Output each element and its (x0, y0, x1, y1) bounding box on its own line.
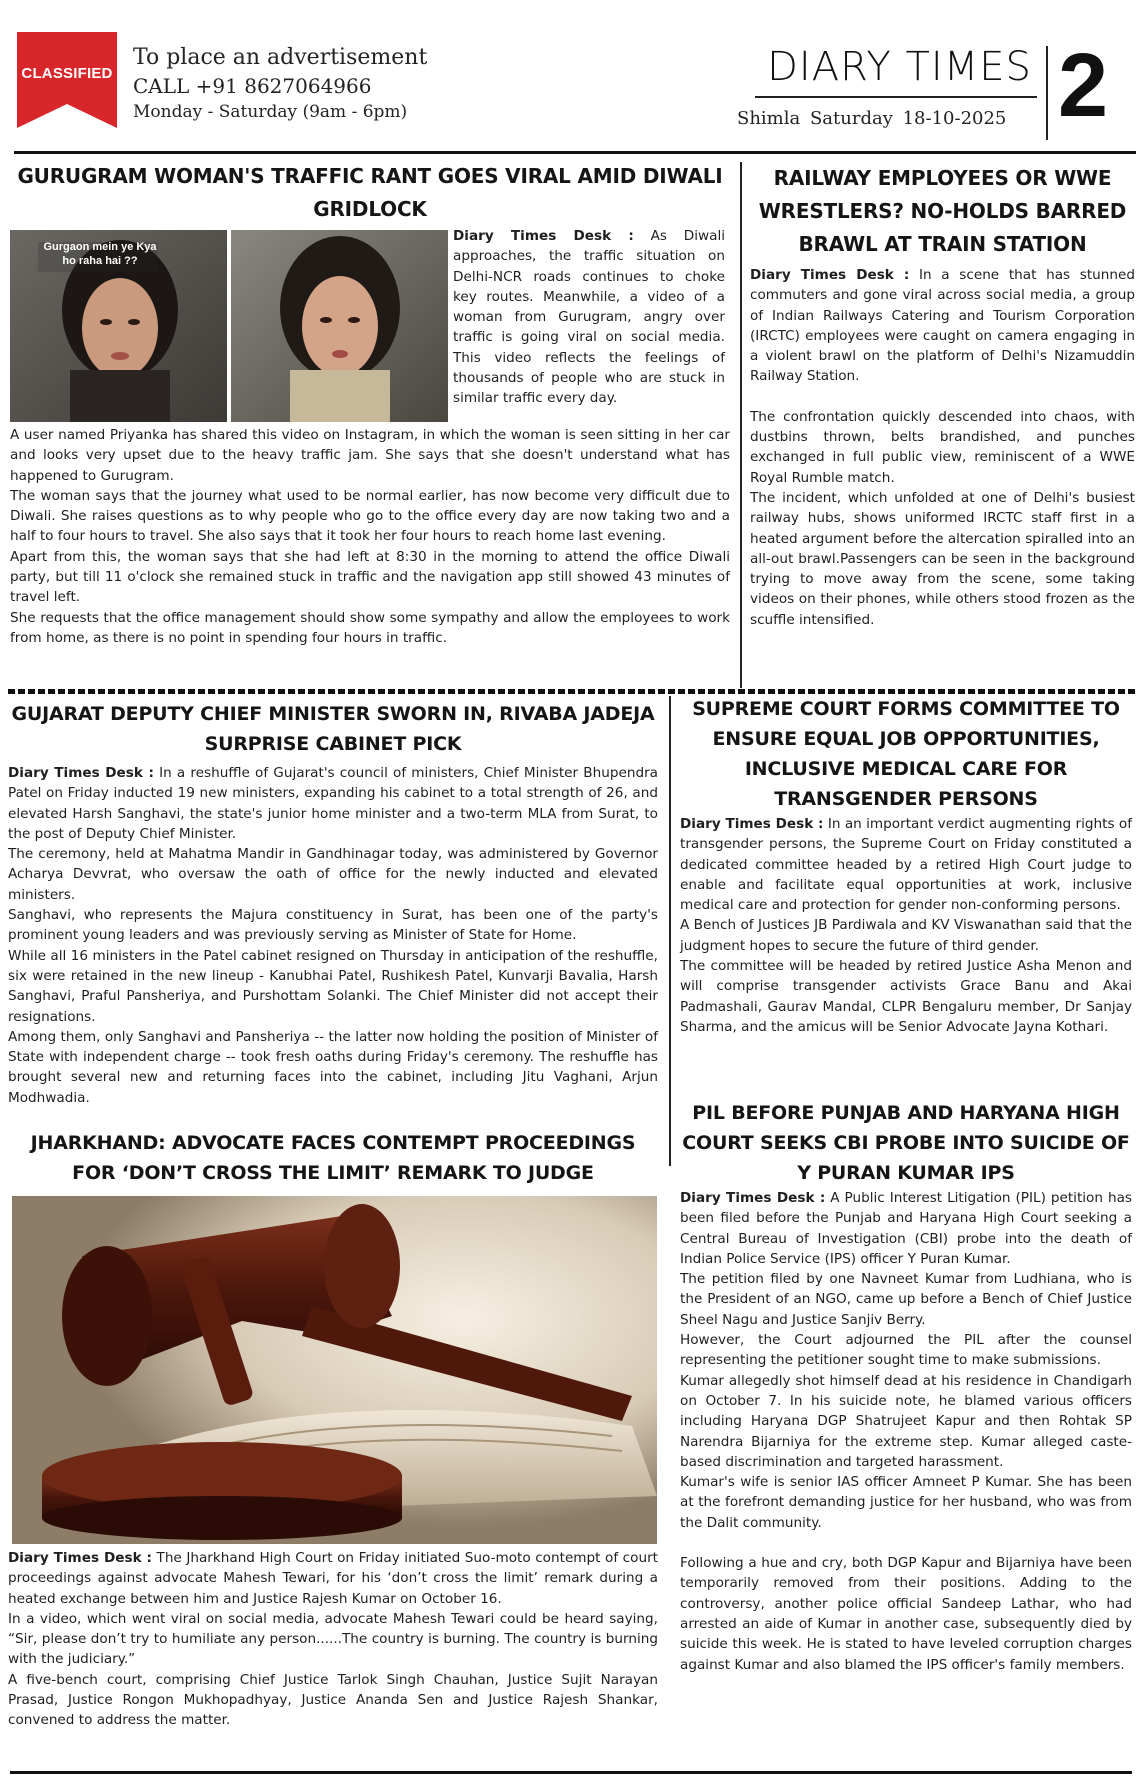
paragraph: While all 16 ministers in the Patel cabinet resigned on Thursday in anticipation of the reshuffle, six were retained in the new lineup - Kanubhai Patel, Rushikesh Patel, Kunvarji Bavalia, Harsh Sanghavi, Praful Pansheriya, and Purshottam Solanki. The Chief Minister did not accept their resignations. (8, 947, 658, 1025)
paragraph: However, the Court adjourned the PIL after the counsel representing the petitioner sought time to make submissions. (680, 1332, 1132, 1369)
photo-caption-overlay: Gurgaon mein ye Kya ho raha hai ?? (43, 241, 157, 267)
paragraph: A user named Priyanka has shared this video on Instagram, in which the woman is seen sitting in her car and looks very upset due to the heavy traffic jam. She says that she doesn't understand what has happened to Gurugram. (10, 427, 730, 484)
ad-phone: CALL +91 8627064966 (133, 74, 372, 98)
pil-body (680, 1188, 1132, 1675)
headline-gujarat: GUJARAT DEPUTY CHIEF MINISTER SWORN IN, RIVABA JADEJA SURPRISE CABINET PICK (11, 703, 655, 755)
headline-jharkhand: JHARKHAND: ADVOCATE FACES CONTEMPT PROCEEDINGS FOR ‘DON’T CROSS THE LIMIT’ REMARK TO JUDGE (30, 1132, 636, 1184)
desk-label: Diary Times Desk : (750, 267, 910, 283)
railway-body (750, 265, 1135, 630)
ad-heading: To place an advertisement (133, 45, 428, 70)
paragraph: The petition filed by one Navneet Kumar from Ludhiana, who is the President of an NGO, came up before a Bench of Chief Justice Sheel Nagu and Justice Sanjiv Berry. (680, 1271, 1132, 1328)
masthead (0, 0, 1140, 150)
article-jharkhand (8, 1128, 658, 1188)
page-number-divider (1046, 46, 1048, 140)
paragraph: Following a hue and cry, both DGP Kapur and Bijarniya have been temporarily removed from their positions. Adding to the controversy, another police official Sandeep Lathar, who had arrested an aide of Kumar in another case, subsequently died by suicide this week. He is stated to have leveled corruption charges against Kumar and also blamed the IPS officer's family members. (680, 1555, 1132, 1673)
bottom-rule (10, 1771, 1132, 1774)
gurugram-lead (453, 226, 725, 409)
advertisement-info (133, 44, 427, 124)
supreme-court-body (680, 814, 1132, 1037)
newspaper-title: DIARY TIMES (767, 44, 1032, 90)
jharkhand-body (8, 1548, 658, 1731)
lead-text: In a scene that has stunned commuters and gone viral across social media, a group of Indian Railways Catering and Tourism Corporation (IRCTC) employees were caught on camera engaging in a violent brawl on the platform of Delhi's Nizamuddin Railway Station. (750, 267, 1136, 385)
column-divider (740, 162, 742, 688)
gavel-photo (12, 1196, 657, 1544)
dateline: Shimla Saturday 18-10-2025 (737, 108, 1007, 129)
headline-supreme-court: SUPREME COURT FORMS COMMITTEE TO ENSURE EQUAL JOB OPPORTUNITIES, INCLUSIVE MEDICAL CARE FOR TRANSGENDER PERSONS (692, 698, 1120, 810)
desk-label: Diary Times Desk : (453, 228, 634, 244)
column-divider (669, 696, 671, 1166)
desk-label: Diary Times Desk : (680, 1190, 826, 1206)
paragraph: A five-bench court, comprising Chief Justice Tarlok Singh Chauhan, Justice Sujit Narayan Prasad, Justice Rongon Mukhopadhyay, Justice Ananda Sen and Justice Rajesh Shankar, convened to address the matter. (8, 1671, 658, 1729)
article-gujarat (8, 699, 658, 1108)
lead-text: As Diwali approaches, the traffic situation on Delhi-NCR roads continues to choke key routes. Meanwhile, a video of a woman from Gurugram, angry over traffic is going viral on social media. This video reflects the feelings of thousands of people who are stuck in similar traffic every day. (453, 228, 725, 407)
headline-railway: RAILWAY EMPLOYEES OR WWE WRESTLERS? NO-HOLDS BARRED BRAWL AT TRAIN STATION (758, 166, 1127, 256)
desk-label: Diary Times Desk : (8, 765, 154, 781)
paragraph: The confrontation quickly descended into chaos, with dustbins thrown, belts brandished, and punches exchanged in full public view, reminiscent of a WWE Royal Rumble match. (750, 408, 1135, 486)
paragraph: A Bench of Justices JB Pardiwala and KV Viswanathan said that the judgment hopes to secure the future of third gender. (680, 917, 1132, 954)
article-gurugram (10, 160, 730, 226)
gujarat-body (8, 763, 658, 1108)
paragraph: The committee will be headed by retired Justice Asha Menon and will comprise transgender activists Grace Banu and Akai Padmashali, Gaurav Mandal, CLPR Bengaluru member, Dr Sanjay Sharma, and the amicus will be Senior Advocate Jayna Kothari. (680, 958, 1132, 1035)
paragraph: She requests that the office management should show some sympathy and allow the employees to work from home, as there is no point in spending four hours in traffic. (10, 609, 730, 646)
top-rule (14, 151, 1136, 154)
headline-gurugram: GURUGRAM WOMAN'S TRAFFIC RANT GOES VIRAL AMID DIWALI GRIDLOCK (17, 164, 723, 221)
paragraph: The ceremony, held at Mahatma Mandir in Gandhinagar today, was administered by Governor Acharya Devvrat, who oversaw the oath of office for the newly inducted and elevated ministers. (8, 846, 658, 903)
classified-label: CLASSIFIED (21, 65, 113, 82)
ad-hours: Monday - Saturday (9am - 6pm) (133, 102, 408, 122)
paragraph: Kumar's wife is senior IAS officer Amneet P Kumar. She has been at the forefront demanding justice for her husband, who was from the Dalit community. (680, 1474, 1132, 1531)
gurugram-body (10, 425, 730, 648)
article-supreme-court (680, 694, 1132, 1037)
lead-text: In an important verdict augmenting rights of transgender persons, the Supreme Court on Friday constituted a dedicated committee headed by a retired High Court judge to enable and facilitate equal opportunities at work, inclusive medical care and protection for gender non-conforming persons. (680, 816, 1132, 914)
desk-label: Diary Times Desk : (680, 816, 824, 832)
paragraph: In a video, which went viral on social media, advocate Mahesh Tewari could be heard saying, “Sir, please don’t try to humiliate any person......The country is burning. The country is burning with the judiciary.” (8, 1610, 658, 1668)
page-number: 2 (1058, 36, 1109, 136)
headline-pil: PIL BEFORE PUNJAB AND HARYANA HIGH COURT SEEKS CBI PROBE INTO SUICIDE OF Y PURAN KUMAR IPS (682, 1102, 1130, 1184)
lead-text: The Jharkhand High Court on Friday initiated Suo-moto contempt of court proceedings against advocate Mahesh Tewari, for his ‘don’t cross the limit’ remark during a heated exchange between him and Justice Rajesh Kumar on October 16. (8, 1550, 658, 1607)
lead-text: In a reshuffle of Gujarat's council of ministers, Chief Minister Bhupendra Patel on Friday inducted 19 new ministers, expanding his cabinet to a total strength of 26, and elevated Harsh Sanghavi, the state's junior home minister and a two-term MLA from Surat, to the post of Deputy Chief Minister. (8, 765, 659, 842)
paragraph: The woman says that the journey what used to be normal earlier, has now become very difficult due to Diwali. She raises questions as to why people who go to the office every day are now taking two and a half to four hours to travel. She also says that it took her four hours to reach home last evening. (10, 487, 730, 545)
article-railway (750, 162, 1135, 630)
paragraph: Among them, only Sanghavi and Pansheriya -- the latter now holding the position of Minister of State with independent charge -- took fresh oaths during Friday's ceremony. The reshuffle has brought several new and returning faces into the cabinet, including Jitu Vaghani, Arjun Modhwadia. (8, 1028, 658, 1106)
paragraph: Sanghavi, who represents the Majura constituency in Surat, has been one of the party's prominent young leaders and was previously serving as Minister of State for Home. (8, 907, 658, 944)
paragraph: Apart from this, the woman says that she had left at 8:30 in the morning to attend the office Diwali party, but till 11 o'clock she remained stuck in traffic and the navigation app still showed 43 minutes of travel left. (10, 548, 730, 606)
title-underline (755, 96, 1037, 98)
paragraph: Kumar allegedly shot himself dead at his residence in Chandigarh on October 7. In his suicide note, he blamed various officers including Haryana DGP Shatrujeet Kapur and then Rohtak SP Narendra Bijarniya for the extreme step. Kumar alleged caste-based discrimination and targeted harassment. (680, 1372, 1132, 1470)
paragraph: The incident, which unfolded at one of Delhi's busiest railway hubs, shows uniformed IRCTC staff first in a heated argument before the altercation spiralled into an all-out brawl.Passengers can be seen in the background trying to move away from the scene, some taking videos on their phones, while others stood frozen as the scuffle intensified. (750, 489, 1135, 628)
lead-text: A Public Interest Litigation (PIL) petition has been filed before the Punjab and Haryana High Court seeking a Central Bureau of Investigation (CBI) probe into the death of Indian Police Service (IPS) officer Y Puran Kumar. (680, 1190, 1132, 1267)
desk-label: Diary Times Desk : (8, 1550, 152, 1566)
article-pil (680, 1098, 1132, 1675)
